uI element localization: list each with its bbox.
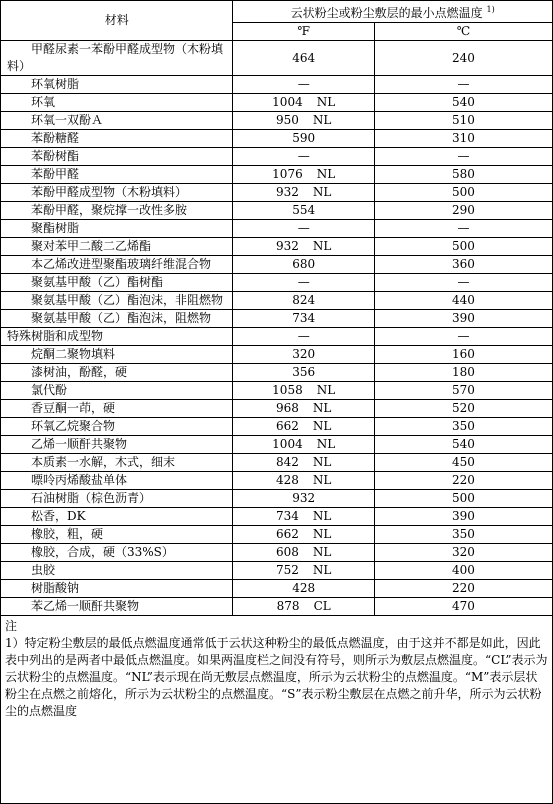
fahrenheit-cell (233, 418, 375, 436)
fahrenheit-cell (233, 382, 375, 400)
footnote (1, 616, 552, 720)
fahrenheit-cell (233, 508, 375, 526)
material-cell: 甲醛尿素一苯酚甲醛成型物（木粉填料） (1, 41, 233, 76)
celsius-cell: 500 (374, 184, 552, 202)
table-row (1, 490, 552, 508)
fahrenheit-flag: NL (312, 455, 332, 469)
table-row (1, 418, 552, 436)
fahrenheit-value: 1004 (272, 95, 303, 109)
material-cell: 环氧一双酚Ａ (1, 112, 233, 130)
table-row (1, 238, 552, 256)
fahrenheit-value: 734 (276, 509, 299, 523)
fahrenheit-cell (233, 256, 375, 274)
fahrenheit-flag: NL (312, 113, 332, 127)
header-material-label: 材料 (104, 13, 129, 27)
celsius-cell: 440 (374, 292, 552, 310)
header-unit-fahrenheit: ℉ (233, 23, 375, 41)
fahrenheit-cell (233, 148, 375, 166)
celsius-cell: 470 (374, 598, 552, 616)
fahrenheit-cell (233, 400, 375, 418)
fahrenheit-value: 932 (276, 239, 299, 253)
fahrenheit-cell (233, 112, 375, 130)
celsius-cell: 390 (374, 310, 552, 328)
header-temperature-group (233, 1, 552, 23)
fahrenheit-value: 428 (292, 581, 316, 595)
fahrenheit-cell (233, 580, 375, 598)
table-body (1, 41, 552, 616)
material-cell: 树脂酸钠 (1, 580, 233, 598)
table-row (1, 472, 552, 490)
fahrenheit-flag: CL (313, 599, 331, 613)
fahrenheit-cell (233, 562, 375, 580)
fahrenheit-value: 932 (276, 185, 299, 199)
celsius-cell: 290 (374, 202, 552, 220)
fahrenheit-value: — (297, 275, 310, 289)
fahrenheit-cell (233, 436, 375, 454)
table-row (1, 544, 552, 562)
fahrenheit-value: 968 (276, 401, 299, 415)
fahrenheit-value: 734 (292, 311, 316, 325)
material-cell: 橡胶，粗，硬 (1, 526, 233, 544)
fahrenheit-cell (233, 544, 375, 562)
fahrenheit-value: 950 (276, 113, 299, 127)
material-cell: 聚酯树脂 (1, 220, 233, 238)
fahrenheit-value: 1004 (272, 437, 303, 451)
material-cell: 苯酚糖醛 (1, 130, 233, 148)
table-row (1, 94, 552, 112)
table-row (1, 76, 552, 94)
celsius-cell: 220 (374, 580, 552, 598)
celsius-cell: — (374, 220, 552, 238)
table-row (1, 526, 552, 544)
material-cell: 苯乙烯一顺酐共聚物 (1, 598, 233, 616)
fahrenheit-value: 662 (276, 419, 299, 433)
fahrenheit-flag: NL (312, 563, 332, 577)
fahrenheit-flag: NL (312, 509, 332, 523)
material-cell: 虫胶 (1, 562, 233, 580)
celsius-cell: 540 (374, 94, 552, 112)
fahrenheit-value: 464 (292, 50, 316, 65)
table-row (1, 202, 552, 220)
celsius-cell: 180 (374, 364, 552, 382)
celsius-cell: 240 (374, 41, 552, 76)
fahrenheit-value: 842 (276, 455, 299, 469)
header-group-label: 云状粉尘或粉尘敷层的最小点燃温度 (290, 6, 483, 20)
fahrenheit-value: — (297, 329, 310, 343)
fahrenheit-flag: NL (312, 239, 332, 253)
fahrenheit-cell (233, 292, 375, 310)
material-cell: 本乙烯改进型聚酯玻璃纤维混合物 (1, 256, 233, 274)
celsius-cell: 320 (374, 544, 552, 562)
material-cell: 乙烯一顺酐共聚物 (1, 436, 233, 454)
fahrenheit-cell (233, 526, 375, 544)
material-cell: 苯酚甲醛 (1, 166, 233, 184)
header-row-top (1, 1, 552, 23)
material-cell: 本质素一水解，木式，细末 (1, 454, 233, 472)
table-row (1, 454, 552, 472)
fahrenheit-flag: NL (312, 185, 332, 199)
footnote-text: 1）特定粉尘敷层的最低点燃温度通常低于云状这种粉尘的最低点燃温度，由于这并不都是如此，因此表中列出的是两者中最低点燃温度。如果两温度栏之间没有符号，则所示为敷层点燃温度。“CL”表示为云状粉尘的点燃温度。“NL”表示现在尚无敷层点燃温度，所示为云状粉尘的点燃温度。“M”表示层状粉尘在点燃之前熔化，所示为云状粉尘的点燃温度。“S”表示粉尘敷层在点燃之前升华，所示为云状粉尘的点燃温度 (5, 636, 548, 718)
ignition-temperature-table (1, 1, 552, 616)
fahrenheit-cell (233, 41, 375, 76)
celsius-cell: 520 (374, 400, 552, 418)
table-row (1, 328, 552, 346)
fahrenheit-cell (233, 94, 375, 112)
celsius-cell: — (374, 148, 552, 166)
fahrenheit-cell (233, 598, 375, 616)
material-cell: 环氧 (1, 94, 233, 112)
celsius-cell: 390 (374, 508, 552, 526)
fahrenheit-cell (233, 364, 375, 382)
table-row (1, 436, 552, 454)
fahrenheit-flag: NL (312, 401, 332, 415)
table-row (1, 41, 552, 76)
celsius-cell: — (374, 274, 552, 292)
fahrenheit-cell (233, 202, 375, 220)
celsius-cell: 350 (374, 526, 552, 544)
fahrenheit-flag: NL (312, 545, 332, 559)
fahrenheit-value: 608 (276, 545, 299, 559)
fahrenheit-value: — (297, 221, 310, 235)
header-unit-celsius: ℃ (374, 23, 552, 41)
table-row (1, 112, 552, 130)
fahrenheit-value: 878 (276, 599, 300, 613)
fahrenheit-flag: NL (312, 473, 332, 487)
fahrenheit-cell (233, 454, 375, 472)
table-row (1, 184, 552, 202)
celsius-cell: 220 (374, 472, 552, 490)
table-row (1, 292, 552, 310)
table-row (1, 346, 552, 364)
table-row (1, 382, 552, 400)
fahrenheit-cell (233, 274, 375, 292)
celsius-cell: 510 (374, 112, 552, 130)
fahrenheit-value: 662 (276, 527, 299, 541)
fahrenheit-flag: NL (312, 527, 332, 541)
fahrenheit-value: 680 (292, 257, 316, 271)
table-row (1, 400, 552, 418)
celsius-cell: 500 (374, 238, 552, 256)
fahrenheit-cell (233, 346, 375, 364)
celsius-cell: 310 (374, 130, 552, 148)
celsius-cell: 450 (374, 454, 552, 472)
fahrenheit-flag: NL (316, 437, 336, 451)
celsius-cell: 400 (374, 562, 552, 580)
footnote-title: 注 (5, 619, 18, 633)
material-cell: 石油树脂（棕色沥青） (1, 490, 233, 508)
material-cell: 香豆酮一茚，硬 (1, 400, 233, 418)
fahrenheit-cell (233, 238, 375, 256)
fahrenheit-value: 356 (292, 365, 316, 379)
fahrenheit-flag: NL (312, 419, 332, 433)
celsius-cell: 540 (374, 436, 552, 454)
celsius-cell: 580 (374, 166, 552, 184)
celsius-cell: 350 (374, 418, 552, 436)
table-row (1, 256, 552, 274)
material-cell: 环氧树脂 (1, 76, 233, 94)
fahrenheit-cell (233, 472, 375, 490)
material-cell: 漆树油，酚醛，硬 (1, 364, 233, 382)
fahrenheit-cell (233, 130, 375, 148)
fahrenheit-value: 428 (276, 473, 299, 487)
celsius-cell: — (374, 328, 552, 346)
fahrenheit-value: 590 (292, 131, 316, 145)
material-cell: 氯代酚 (1, 382, 233, 400)
table-row (1, 166, 552, 184)
fahrenheit-value: 554 (292, 203, 316, 217)
fahrenheit-cell (233, 328, 375, 346)
fahrenheit-cell (233, 184, 375, 202)
celsius-cell: 360 (374, 256, 552, 274)
material-cell: 嘌呤丙烯酸盐单体 (1, 472, 233, 490)
table-row (1, 274, 552, 292)
material-cell: 聚氨基甲酸（乙）酯泡沫，阻燃物 (1, 310, 233, 328)
fahrenheit-cell (233, 220, 375, 238)
table-row (1, 364, 552, 382)
fahrenheit-flag: NL (316, 167, 336, 181)
material-cell: 聚对苯甲二酸二乙烯酯 (1, 238, 233, 256)
table-row (1, 130, 552, 148)
fahrenheit-value: 1058 (272, 383, 303, 397)
material-cell: 苯酚甲醛成型物（木粉填料） (1, 184, 233, 202)
table-row (1, 508, 552, 526)
fahrenheit-cell (233, 490, 375, 508)
header-material (1, 1, 233, 41)
material-cell: 烷酮二聚物填料 (1, 346, 233, 364)
fahrenheit-value: 752 (276, 563, 299, 577)
fahrenheit-cell (233, 166, 375, 184)
material-cell: 环氧乙烷聚合物 (1, 418, 233, 436)
fahrenheit-flag: NL (316, 95, 336, 109)
material-cell: 聚氨基甲酸（乙）酯树酯 (1, 274, 233, 292)
table-row (1, 580, 552, 598)
material-cell: 橡胶，合成，硬（33%S） (1, 544, 233, 562)
celsius-cell: 160 (374, 346, 552, 364)
fahrenheit-value: — (297, 77, 310, 91)
table-row (1, 562, 552, 580)
material-cell: 苯酚树酯 (1, 148, 233, 166)
fahrenheit-value: — (297, 149, 310, 163)
fahrenheit-value: 932 (292, 491, 316, 505)
table-row (1, 148, 552, 166)
fahrenheit-value: 320 (292, 347, 316, 361)
table-row (1, 310, 552, 328)
fahrenheit-value: 824 (292, 293, 316, 307)
material-cell: 苯酚甲醛，聚烷撑一改性多胺 (1, 202, 233, 220)
fahrenheit-value: 1076 (272, 167, 303, 181)
table-row (1, 220, 552, 238)
table-row (1, 598, 552, 616)
fahrenheit-cell (233, 76, 375, 94)
celsius-cell: — (374, 76, 552, 94)
material-cell: 特殊树脂和成型物 (1, 328, 233, 346)
celsius-cell: 500 (374, 490, 552, 508)
header-footnote-ref: 1) (486, 5, 495, 14)
material-cell: 聚氨基甲酸（乙）酯泡沫，非阻燃物 (1, 292, 233, 310)
celsius-cell: 570 (374, 382, 552, 400)
fahrenheit-flag: NL (316, 383, 336, 397)
fahrenheit-cell (233, 310, 375, 328)
material-cell: 松香，DK (1, 508, 233, 526)
